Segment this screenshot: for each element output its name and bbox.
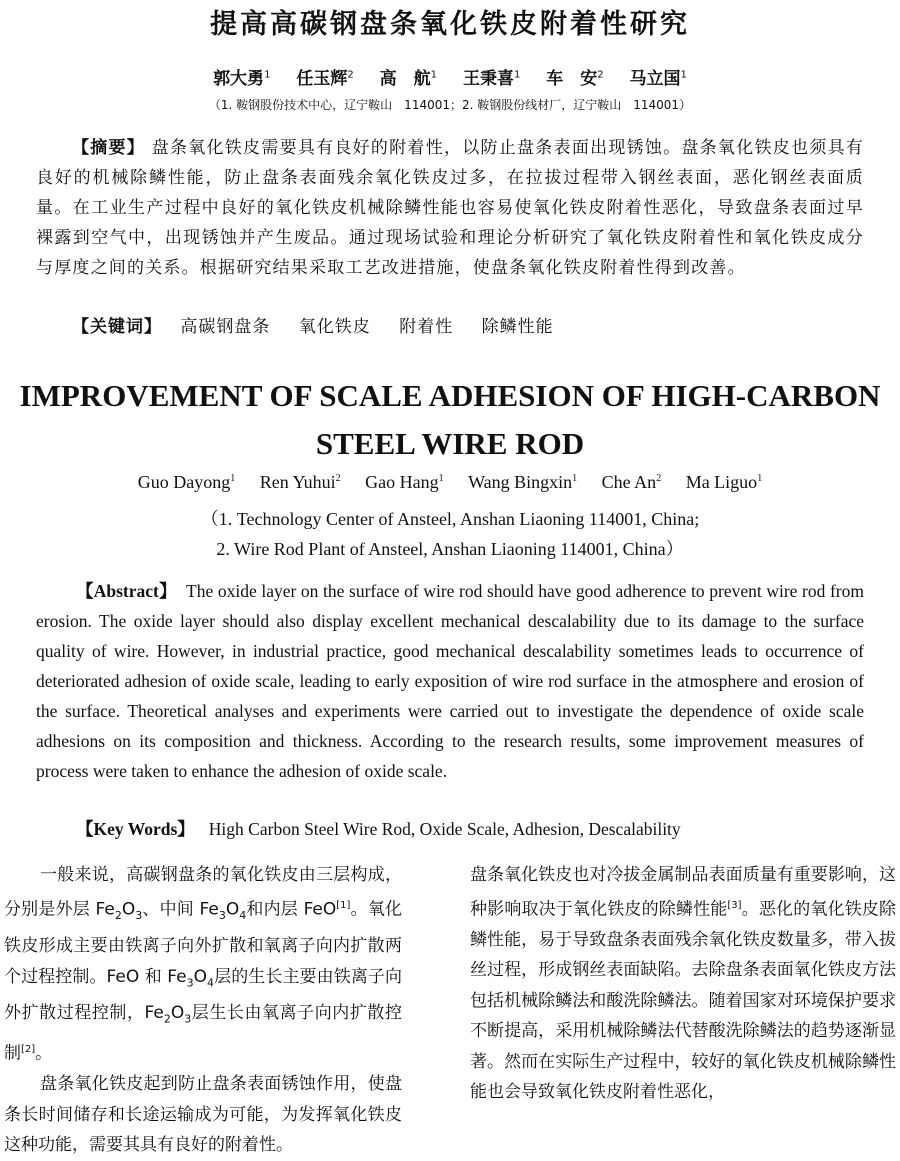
- chinese-abstract: [36, 133, 864, 283]
- abstract-label-cn: 【摘要】: [72, 138, 146, 158]
- author-en: Ren Yuhui$^2$: [259, 472, 341, 492]
- citation: [2]: [21, 1044, 36, 1056]
- english-title: IMPROVEMENT OF SCALE ADHESION OF HIGH-CARBON STEEL WIRE ROD: [19, 378, 881, 461]
- english-authors: [0, 472, 900, 493]
- chinese-title: 提高高碳钢盘条氧化铁皮附着性研究: [210, 9, 690, 40]
- body-paragraph: 盘条氧化铁皮起到防止盘条表面锈蚀作用，使盘条长时间储存和长途运输成为可能，为发挥氧化铁皮这种功能，需要其具有良好的附着性。: [4, 1074, 402, 1156]
- author-en: Guo Dayong$^1$: [137, 472, 236, 492]
- keyword-cn: 除鳞性能: [481, 317, 554, 337]
- keywords-label-cn: 【关键词】: [72, 317, 162, 337]
- author-cn: 车 安$^2$: [546, 69, 604, 89]
- author-en: Ma Liguo$^1$: [685, 472, 763, 492]
- citation: [1]: [336, 899, 351, 911]
- body-column-right: [470, 860, 896, 1108]
- abstract-text-cn: 盘条氧化铁皮需要具有良好的附着性，以防止盘条表面出现锈蚀。盘条氧化铁皮也须具有良好的机械除鳞性能，防止盘条表面残余氧化铁皮过多，在拉拔过程带入钢丝表面，恶化钢丝表面质量。在工业生产过程中良好的氧化铁皮机械除鳞性能也容易使氧化铁皮附着性恶化，导致盘条表面过早裸露到空气中，出现锈蚀并产生废品。通过现场试验和理论分析研究了氧化铁皮附着性和氧化铁皮成分与厚度之间的关系。根据研究结果采取工艺改进措施，使盘条氧化铁皮附着性得到改善。: [36, 138, 864, 278]
- body-paragraph: 盘条氧化铁皮也对冷拔金属制品表面质量有重要影响，这种影响取决于氧化铁皮的除鳞性能[3]。恶化的氧化铁皮除鳞性能，易于导致盘条表面残余氧化铁皮数量多，带入拔丝过程，形成钢丝表面缺陷。去除盘条表面氧化铁皮方法包括机械除鳞法和酸洗除鳞法。随着国家对环境保护要求不断提高，采用机械除鳞法代替酸洗除鳞法的趋势逐渐显著。然而在实际生产过程中，较好的氧化铁皮机械除鳞性能也会导致氧化铁皮附着性恶化，: [470, 865, 897, 1103]
- chinese-authors: [0, 64, 900, 89]
- english-abstract: [36, 576, 864, 786]
- author-cn: 任玉辉$^2$: [296, 69, 354, 89]
- author-cn: 王秉喜$^1$: [462, 69, 521, 89]
- abstract-text-en: The oxide layer on the surface of wire rod should have good adherence to prevent wire rod from erosion. The oxide layer should also display excellent mechanical descalability due to its damage to the surface quality of wire. However, in industrial practice, good mechanical descalability sometimes leads to occurrence of deteriorated adhesion of oxide scale, leading to early exposition of wire rod surface in the atmosphere and erosion of the surface. Theoretical analyses and experiments were carried out to investigate the dependence of oxide scale adhesions on its composition and thickness. According to the research results, some improvement measures of process were taken to enhance the adhesion of oxide scale.: [36, 581, 864, 781]
- author-en: Gao Hang$^1$: [365, 472, 444, 492]
- keyword-cn: 氧化铁皮: [298, 317, 371, 337]
- citation: [3]: [727, 899, 742, 911]
- author-cn: 郭大勇$^1$: [213, 69, 271, 89]
- english-affiliation: （1. Technology Center of Ansteel, Anshan Liaoning 114001, China; 2. Wire Rod Plant of Ansteel, Anshan Liaoning 114001, China）: [200, 509, 700, 559]
- keyword-cn: 高碳钢盘条: [180, 317, 271, 337]
- english-keywords: [76, 816, 681, 841]
- body-column-left: [4, 860, 402, 1161]
- author-en: Che An$^2$: [601, 472, 662, 492]
- abstract-label-en: 【Abstract】: [76, 581, 177, 601]
- keyword-cn: 附着性: [399, 317, 454, 337]
- chinese-affiliation: （1. 鞍钢股份技术中心，辽宁鞍山 114001；2. 鞍钢股份线材厂，辽宁鞍山 114001）: [208, 98, 692, 112]
- author-cn: 高 航$^1$: [379, 69, 438, 89]
- author-cn: 马立国$^1$: [629, 69, 687, 89]
- keywords-text-en: High Carbon Steel Wire Rod, Oxide Scale, Adhesion, Descalability: [208, 819, 681, 839]
- keywords-label-en: 【Key Words】: [76, 819, 195, 839]
- author-en: Wang Bingxin$^1$: [468, 472, 578, 492]
- chinese-keywords: [72, 312, 564, 337]
- body-paragraph: 一般来说，高碳钢盘条的氧化铁皮由三层构成，分别是外层 $Fe_2O_3$、中间 $Fe_3O_4$和内层 FeO[1]。氧化铁皮形成主要由铁离子向外扩散和氧离子向内扩散两个过程控制。FeO 和 $Fe_3O_4$层的生长主要由铁离子向外扩散过程控制，$Fe_2O_3$层生长由氧离子向内扩散控制[2]。: [4, 865, 403, 1064]
